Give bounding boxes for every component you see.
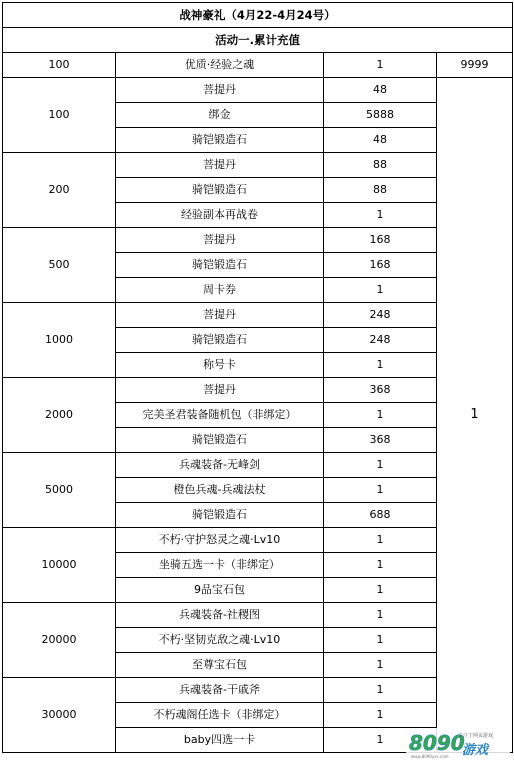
limit-cell: 9999 (437, 53, 513, 78)
page-title: 战神豪礼（4月22-4月24号） (3, 3, 513, 28)
qty-cell: 368 (324, 428, 437, 453)
item-cell: 周卡券 (116, 278, 324, 303)
item-cell: 骑铠锻造石 (116, 428, 324, 453)
item-cell: 坐骑五选一卡（非绑定） (116, 553, 324, 578)
table-row (3, 453, 513, 478)
item-cell: 至尊宝石包 (116, 653, 324, 678)
item-cell: 骑铠锻造石 (116, 253, 324, 278)
item-cell: 骑铠锻造石 (116, 128, 324, 153)
qty-cell: 48 (324, 128, 437, 153)
item-cell: 菩提丹 (116, 78, 324, 103)
title-row (3, 3, 513, 28)
table-row (3, 78, 513, 103)
subtitle-row (3, 28, 513, 53)
item-cell: 菩提丹 (116, 228, 324, 253)
qty-cell: 1 (324, 353, 437, 378)
reward-table (2, 2, 513, 753)
amount-cell: 1000 (3, 303, 116, 378)
qty-cell: 1 (324, 203, 437, 228)
qty-cell: 88 (324, 178, 437, 203)
qty-cell: 48 (324, 78, 437, 103)
qty-cell: 168 (324, 253, 437, 278)
repeat-limit-cell: 1 (437, 78, 513, 753)
qty-cell: 1 (324, 453, 437, 478)
qty-cell: 88 (324, 153, 437, 178)
qty-cell: 248 (324, 328, 437, 353)
amount-cell: 100 (3, 53, 116, 78)
item-cell: 绑金 (116, 103, 324, 128)
qty-cell: 5888 (324, 103, 437, 128)
item-cell: 不朽·守护怒灵之魂·Lv10 (116, 528, 324, 553)
qty-cell: 1 (324, 653, 437, 678)
item-cell: 经验副本再战卷 (116, 203, 324, 228)
qty-cell: 1 (324, 628, 437, 653)
qty-cell: 1 (324, 403, 437, 428)
qty-cell: 1 (324, 278, 437, 303)
qty-cell: 1 (324, 553, 437, 578)
item-cell: 优质·经验之魂 (116, 53, 324, 78)
qty-cell: 1 (324, 703, 437, 728)
qty-cell: 168 (324, 228, 437, 253)
table-row (3, 53, 513, 78)
amount-cell: 20000 (3, 603, 116, 678)
qty-cell: 1 (324, 528, 437, 553)
table-row (3, 678, 513, 703)
item-cell: 菩提丹 (116, 153, 324, 178)
item-cell: 兵魂装备-干戚斧 (116, 678, 324, 703)
item-cell: 橙色兵魂-兵魂法杖 (116, 478, 324, 503)
table-row (3, 303, 513, 328)
svg-text:游戏: 游戏 (462, 743, 489, 758)
amount-cell: 10000 (3, 528, 116, 603)
svg-text:www.8090yxs.com: www.8090yxs.com (411, 754, 449, 759)
table-row (3, 603, 513, 628)
qty-cell: 1 (324, 678, 437, 703)
site-logo (406, 726, 510, 760)
item-cell: 菩提丹 (116, 303, 324, 328)
item-cell: 称号卡 (116, 353, 324, 378)
qty-cell: 688 (324, 503, 437, 528)
item-cell: 骑铠锻造石 (116, 503, 324, 528)
table-row (3, 528, 513, 553)
table-row (3, 228, 513, 253)
qty-cell: 368 (324, 378, 437, 403)
amount-cell: 2000 (3, 378, 116, 453)
amount-cell: 100 (3, 78, 116, 153)
item-cell: 骑铠锻造石 (116, 178, 324, 203)
item-cell: 完美圣君装备随机包（非绑定） (116, 403, 324, 428)
amount-cell: 200 (3, 153, 116, 228)
qty-cell: 1 (324, 603, 437, 628)
table-row (3, 153, 513, 178)
table-row (3, 378, 513, 403)
item-cell: 不朽·坚韧克敌之魂·Lv10 (116, 628, 324, 653)
svg-text:专注于网页游戏: 专注于网页游戏 (458, 733, 494, 739)
amount-cell: 500 (3, 228, 116, 303)
amount-cell: 5000 (3, 453, 116, 528)
svg-text:8090: 8090 (409, 731, 465, 755)
qty-cell: 1 (324, 578, 437, 603)
section-title: 活动一.累计充值 (3, 28, 513, 53)
item-cell: 兵魂装备-无峰剑 (116, 453, 324, 478)
qty-cell: 1 (324, 53, 437, 78)
item-cell: 9品宝石包 (116, 578, 324, 603)
amount-cell: 30000 (3, 678, 116, 753)
item-cell: 不朽魂阁任选卡（非绑定） (116, 703, 324, 728)
qty-cell: 1 (324, 478, 437, 503)
qty-cell: 1 (324, 728, 437, 753)
item-cell: 菩提丹 (116, 378, 324, 403)
item-cell: 兵魂装备-社稷图 (116, 603, 324, 628)
item-cell: 骑铠锻造石 (116, 328, 324, 353)
item-cell: baby四选一卡 (116, 728, 324, 753)
qty-cell: 248 (324, 303, 437, 328)
